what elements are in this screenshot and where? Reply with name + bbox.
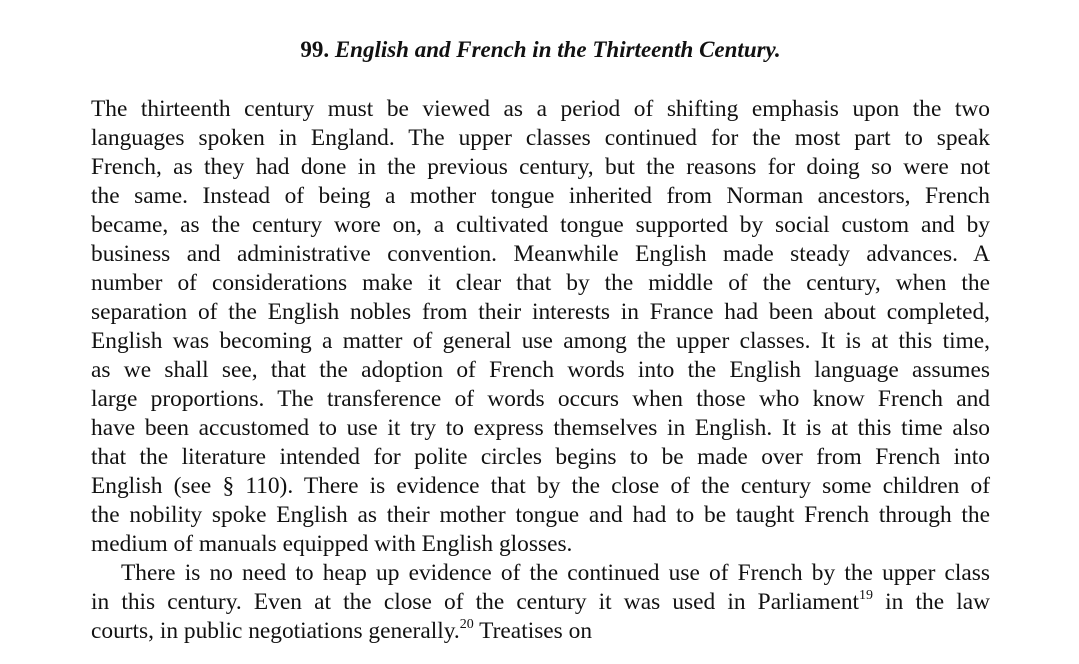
- text-line: the same. Instead of being a mother tongue inherited from Norman ancestors, French: [91, 183, 990, 209]
- text-line: large proportions. The transference of words occurs when those who know French and: [91, 386, 990, 412]
- text-segment: in this century. Even at the close of the century it was used in Parliament: [91, 589, 860, 615]
- text-line: medium of manuals equipped with English glosses.: [91, 531, 573, 557]
- text-line: English (see § 110). There is evidence that by the close of the century some children of: [91, 473, 990, 499]
- text-line: became, as the century wore on, a cultivated tongue supported by social custom and by: [91, 212, 990, 238]
- text-line: the nobility spoke English as their mother tongue and had to be taught French through the: [91, 502, 990, 528]
- text-line: There is no need to heap up evidence of the continued use of French by the upper class: [121, 560, 990, 586]
- footnote-marker[interactable]: 19: [859, 588, 874, 603]
- text-line: [91, 617, 990, 646]
- text-line: as we shall see, that the adoption of French words into the English language assumes: [91, 357, 990, 383]
- text-line: separation of the English nobles from their interests in France had been about completed,: [91, 299, 990, 325]
- section-number: 99.: [300, 37, 330, 62]
- text-line: [91, 588, 990, 617]
- text-line: The thirteenth century must be viewed as a period of shifting emphasis upon the two: [91, 96, 990, 122]
- text-segment: Treatises on: [473, 618, 593, 644]
- body-text: [91, 95, 990, 646]
- text-segment: in the law: [873, 589, 990, 615]
- section-heading: [91, 34, 990, 66]
- text-line: languages spoken in England. The upper classes continued for the most part to speak: [91, 125, 990, 151]
- footnote-marker[interactable]: 20: [459, 617, 474, 632]
- text-line: English was becoming a matter of general use among the upper classes. It is at this time,: [91, 328, 990, 354]
- text-line: that the literature intended for polite circles begins to be made over from French into: [91, 444, 990, 470]
- text-line: business and administrative convention. Meanwhile English made steady advances. A: [91, 241, 990, 267]
- text-line: have been accustomed to use it try to express themselves in English. It is at this time also: [91, 415, 990, 441]
- paragraph-1: [91, 95, 990, 559]
- text-line: French, as they had done in the previous century, but the reasons for doing so were not: [91, 154, 990, 180]
- text-line: number of considerations make it clear that by the middle of the century, when the: [91, 270, 990, 296]
- text-segment: courts, in public negotiations generally.: [91, 618, 460, 644]
- paragraph-2: [91, 559, 990, 646]
- section-title: English and French in the Thirteenth Century.: [334, 37, 781, 62]
